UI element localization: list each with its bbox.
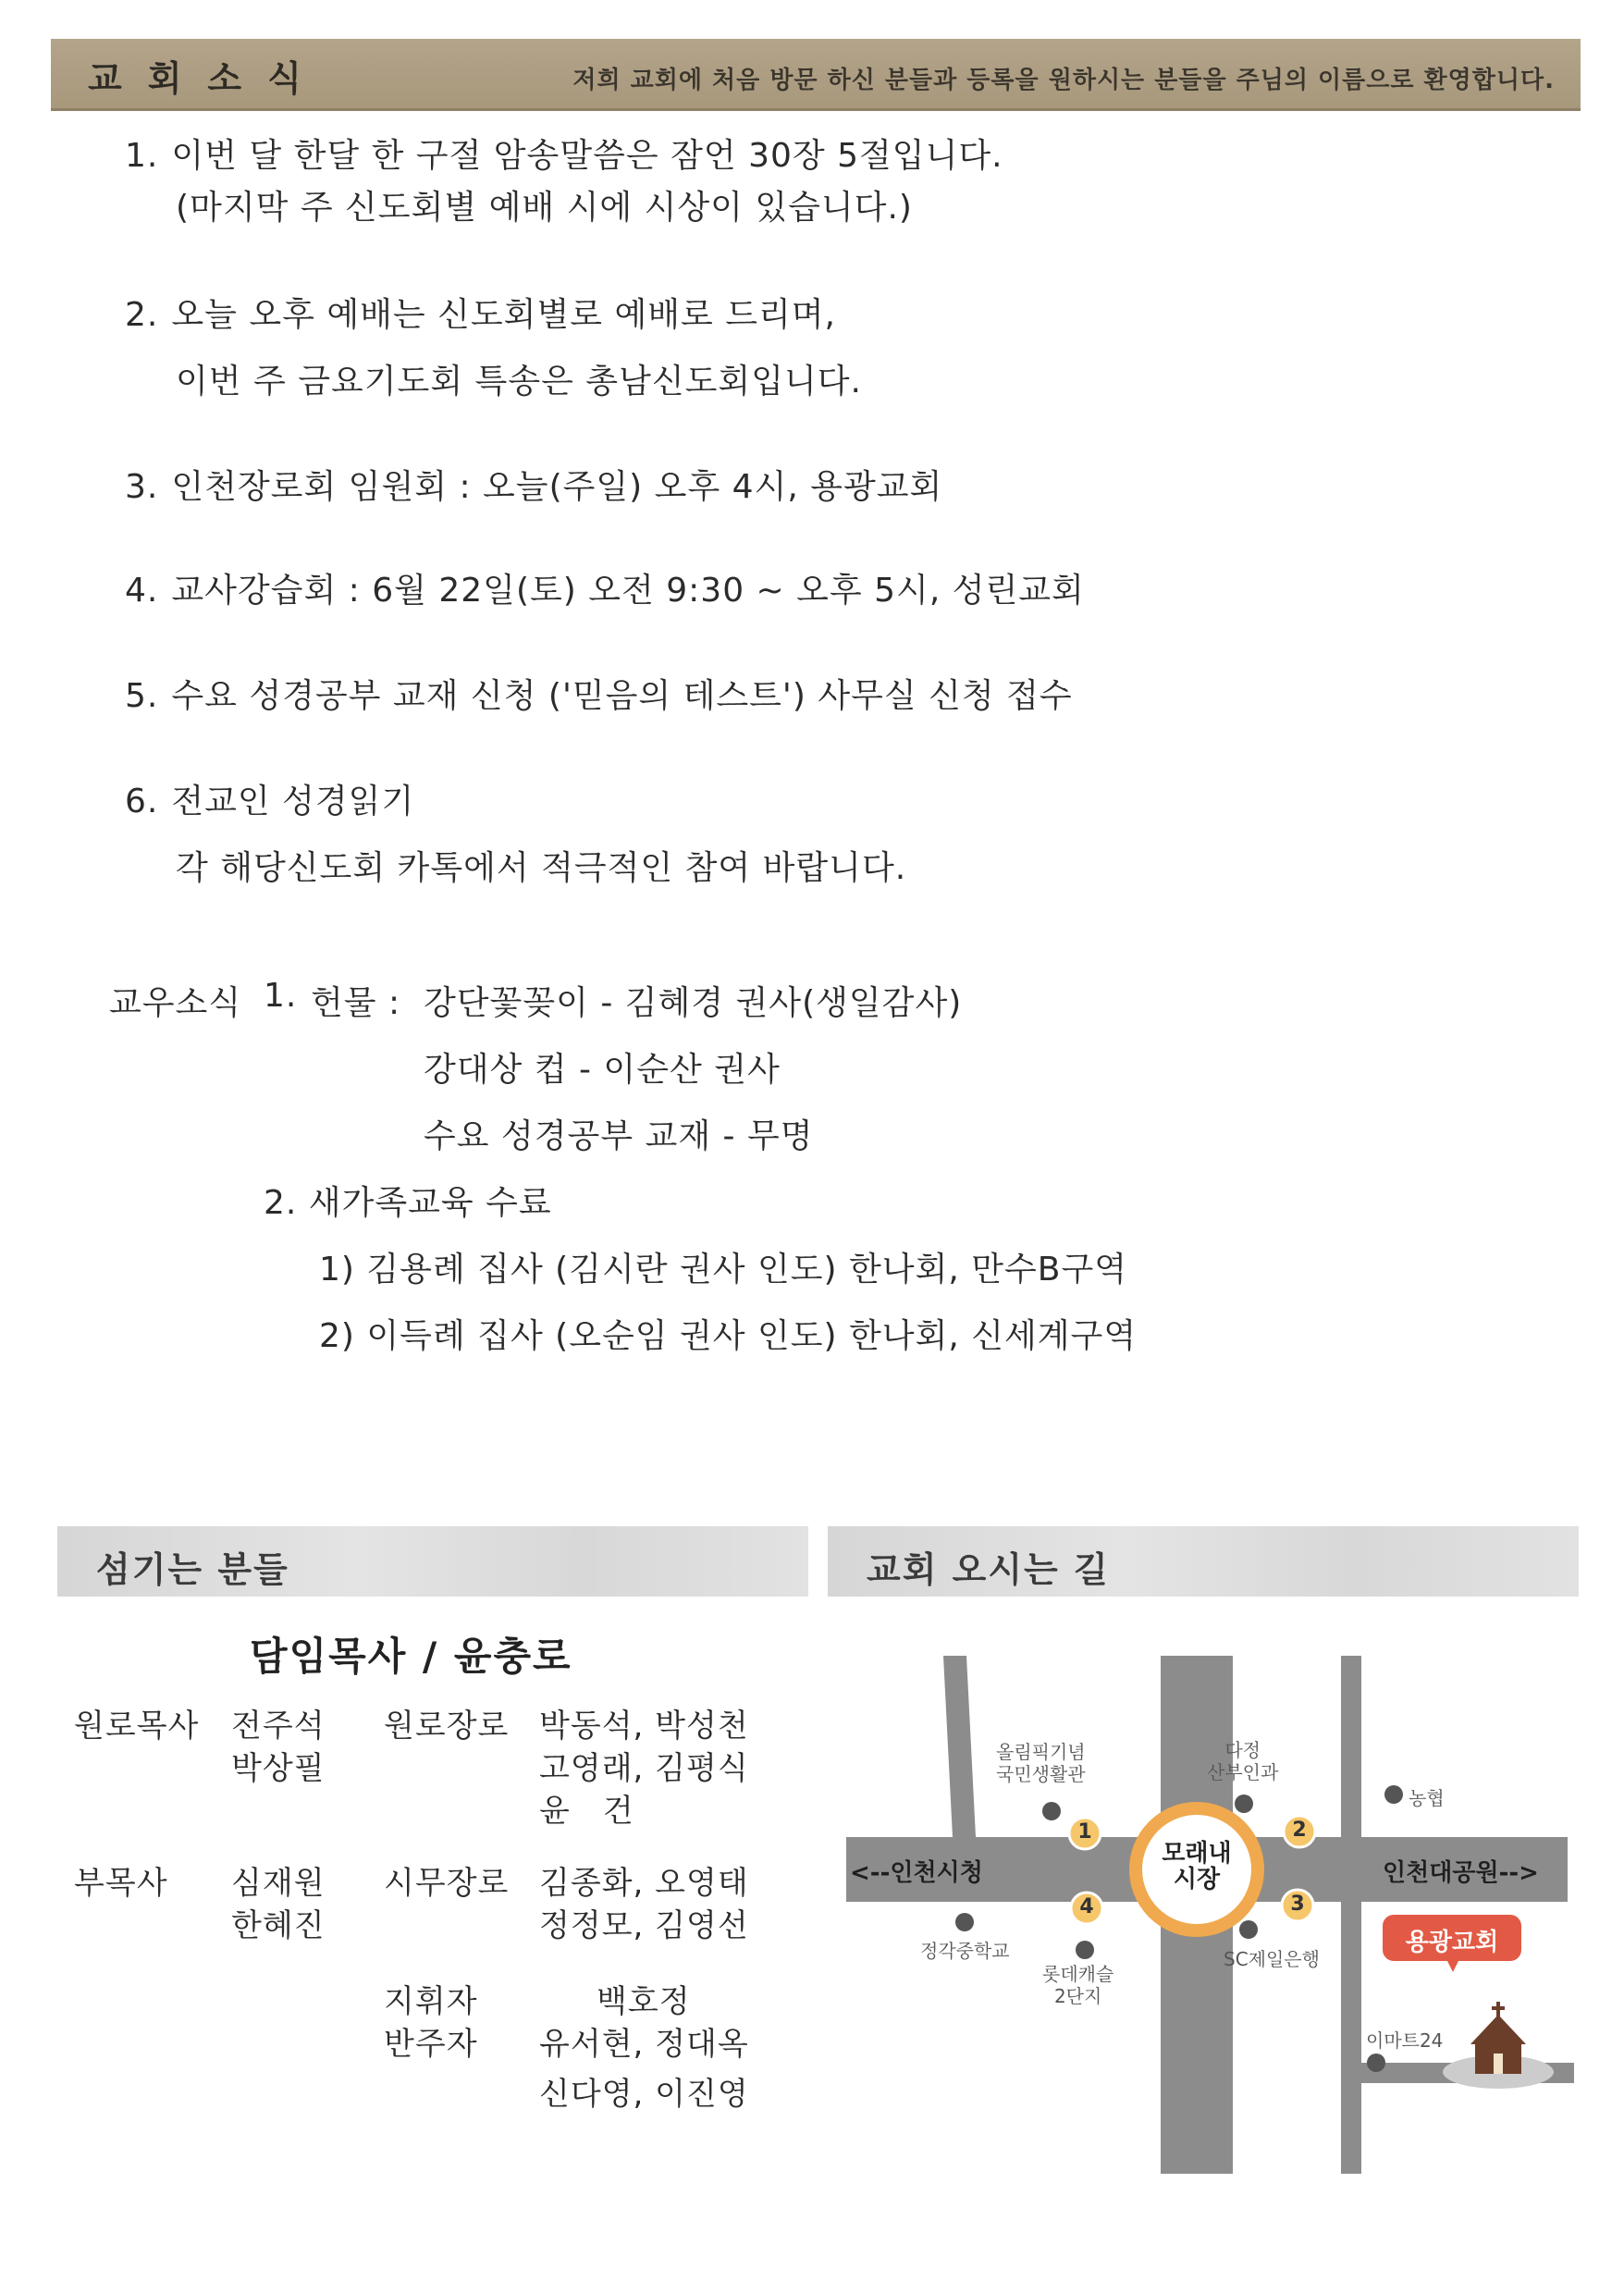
exit-2: 2 [1292, 1819, 1307, 1842]
announcement-text: 교사강습회 : 6월 22일(토) 오전 9:30 ~ 오후 5시, 성린교회 [171, 572, 1085, 610]
announcement-text: 오늘 오후 예배는 신도회별로 예배로 드리며, [171, 296, 836, 334]
dajeong-line2: 산부인과 [1207, 1761, 1279, 1783]
church-label: 용광교회 [1405, 1929, 1499, 1956]
new-family-heading: 2. 새가족교육 수료 [264, 1184, 552, 1222]
announcement-1-line2: (마지막 주 신도회별 예배 시에 시상이 있습니다.) [176, 189, 913, 227]
olympic-hall-label [996, 1741, 1086, 1785]
servers-header [57, 1526, 808, 1597]
assistant-pastor-2: 한혜진 [231, 1907, 326, 1944]
announcement-text: 전교인 성경읽기 [171, 783, 415, 820]
senior-pastor: 담임목사 / 윤충로 [250, 1634, 572, 1679]
emeritus-elder-label: 원로장로 [384, 1708, 510, 1745]
announcement-1 [125, 130, 1003, 177]
announcement-2 [125, 289, 836, 336]
offering-title: 헌물 : [311, 984, 401, 1022]
emeritus-pastor-label: 원로목사 [74, 1708, 200, 1745]
exit-4: 4 [1079, 1895, 1094, 1918]
announcement-4 [125, 564, 1085, 611]
banner-title: 교회소식 [88, 58, 327, 99]
jeonggak-school-label: 정각중학교 [920, 1940, 1010, 1962]
servers-header-text: 섬기는 분들 [96, 1549, 289, 1590]
offering-number: 1. [264, 977, 298, 1015]
accompanist-label: 반주자 [384, 2026, 478, 2063]
emeritus-elders-3: 윤 건 [539, 1793, 634, 1830]
banner-welcome: 저희 교회에 처음 방문 하신 분들과 등록을 원하시는 분들을 주님의 이름으로 환영합니다. [572, 67, 1555, 94]
accompanists-1: 유서현, 정대옥 [539, 2026, 749, 2063]
announcement-6 [125, 775, 414, 822]
announcement-text: 인천장로회 임원회 : 오늘(주일) 오후 4시, 용광교회 [171, 468, 943, 506]
emeritus-pastor-1: 전주석 [231, 1708, 326, 1745]
west-direction-label: <--인천시청 [850, 1859, 983, 1887]
announcement-number: 2. [125, 296, 159, 334]
exit-3: 3 [1290, 1893, 1305, 1916]
assistant-pastor-label: 부목사 [74, 1865, 168, 1902]
directions-header [828, 1526, 1579, 1597]
dajeong-clinic-label [1207, 1739, 1278, 1783]
active-elder-label: 시무장로 [384, 1865, 510, 1902]
graduate-2: 2) 이득례 집사 (오순임 권사 인도) 한나회, 신세계구역 [319, 1317, 1138, 1355]
active-elders-1: 김종화, 오영태 [539, 1865, 749, 1902]
center-market-label [1153, 1841, 1240, 1893]
emeritus-elders-2: 고영래, 김평식 [539, 1750, 749, 1787]
conductor-name: 백호정 [597, 1983, 691, 2020]
map-roads [837, 1656, 1577, 2174]
announcement-text: 수요 성경공부 교재 신청 ('믿음의 테스트') 사무실 신청 접수 [171, 677, 1073, 715]
announcement-2-line2: 이번 주 금요기도회 특송은 총남신도회입니다. [176, 363, 862, 401]
announcement-number: 4. [125, 572, 159, 610]
active-elders-2: 정정모, 김영선 [539, 1907, 749, 1944]
sc-bank-label: SC제일은행 [1224, 1948, 1320, 1970]
emart24-label: 이마트24 [1366, 2029, 1444, 2052]
offering-item-2: 강대상 컵 - 이순산 권사 [424, 1051, 781, 1089]
emeritus-pastor-2: 박상필 [231, 1750, 326, 1787]
news-banner [51, 39, 1581, 111]
nonghyup-label: 농협 [1409, 1787, 1445, 1809]
announcement-5 [125, 670, 1073, 717]
announcement-text: 이번 달 한달 한 구절 암송말씀은 잠언 30장 5절입니다. [171, 137, 1003, 175]
east-direction-label: 인천대공원--> [1383, 1859, 1539, 1887]
announcement-6-line2: 각 해당신도회 카톡에서 적극적인 참여 바랍니다. [176, 849, 907, 887]
olympic-line1: 올림픽기념 [996, 1741, 1086, 1763]
announcement-number: 3. [125, 468, 159, 506]
lotte-line1: 롯데캐슬 [1042, 1963, 1114, 1985]
member-news-label: 교우소식 [109, 984, 242, 1022]
accompanists-2: 신다영, 이진영 [539, 2076, 749, 2113]
assistant-pastor-1: 심재원 [231, 1865, 326, 1902]
directions-header-text: 교회 오시는 길 [867, 1549, 1110, 1590]
exit-1: 1 [1077, 1820, 1092, 1844]
center-label-line1: 모래내 [1162, 1840, 1232, 1868]
graduate-1: 1) 김용례 집사 (김시란 권사 인도) 한나회, 만수B구역 [319, 1251, 1128, 1289]
lotte-line2: 2단지 [1053, 1985, 1102, 2007]
announcement-number: 6. [125, 783, 159, 820]
center-label-line2: 시장 [1173, 1866, 1221, 1893]
offering-item-3: 수요 성경공부 교재 - 무명 [424, 1117, 814, 1155]
lotte-castle-label [1042, 1963, 1113, 2007]
offering-item-1: 강단꽃꽂이 - 김혜경 권사(생일감사) [424, 984, 963, 1022]
olympic-line2: 국민생활관 [996, 1763, 1086, 1785]
announcement-number: 1. [125, 137, 159, 175]
conductor-label: 지휘자 [384, 1983, 478, 2020]
directions-map [837, 1656, 1577, 2174]
dajeong-line1: 다정 [1224, 1739, 1261, 1761]
announcement-3 [125, 461, 942, 508]
announcement-number: 5. [125, 677, 159, 715]
emeritus-elders-1: 박동석, 박성천 [539, 1708, 749, 1745]
